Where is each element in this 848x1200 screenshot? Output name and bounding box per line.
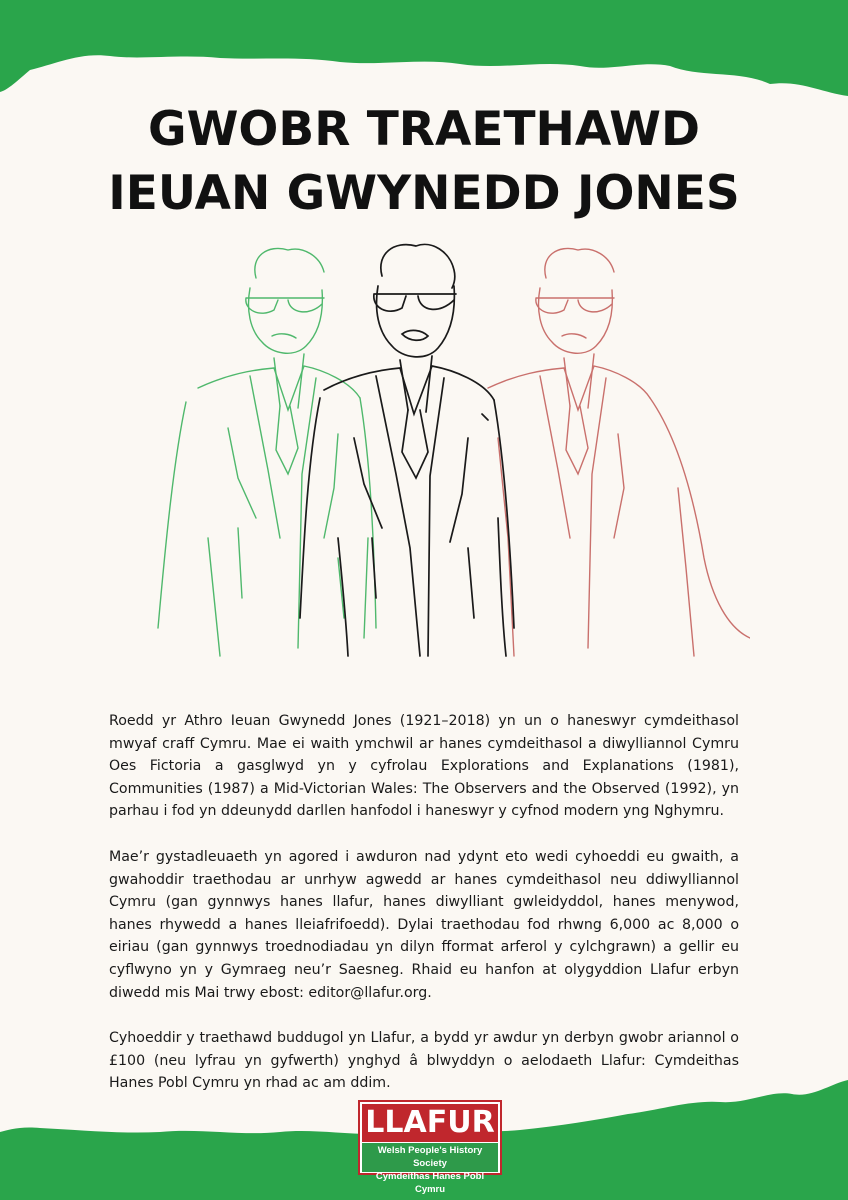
- paragraph-intro: Roedd yr Athro Ieuan Gwynedd Jones (1921–2018) yn un o haneswyr cymdeithasol mwyaf craff Cymru. Mae ei waith ymchwil ar hanes cymdeithasol a diwylliannol Cymru Oes Fictoria a gasglwyd yn y cyfrolau Explorations and Explanations (1981), Communities (1987) a Mid-Victorian Wales: The Observers and the Observed (1992), yn parhau i fod yn ddeunydd darllen hanfodol i haneswyr y cyfnod modern yng Nghymru.: [109, 713, 739, 820]
- logo-subtitle-english: Welsh People's History Society: [377, 1145, 483, 1169]
- logo-subtitle: [362, 1143, 498, 1195]
- portrait-sketch-illustration: [138, 238, 750, 662]
- logo-wordmark: LLAFUR: [362, 1104, 498, 1142]
- body-text: [109, 710, 739, 1118]
- logo-subtitle-welsh: Cymdeithas Hanes Pobl Cymru: [375, 1171, 485, 1195]
- black-portrait-sketch: [300, 244, 514, 656]
- title-line-1: GWOBR TRAETHAWD: [148, 102, 700, 157]
- llafur-logo: [358, 1100, 502, 1195]
- title-line-2: IEUAN GWYNEDD JONES: [108, 166, 740, 221]
- page-title: [0, 98, 848, 226]
- red-portrait-sketch: [488, 248, 750, 656]
- paragraph-prize: Cyhoeddir y traethawd buddugol yn Llafur, a bydd yr awdur yn derbyn gwobr ariannol o £100 (neu lyfrau yn gyfwerth) ynghyd â blwyddyn o aelodaeth Llafur: Cymdeithas Hanes Pobl Cymru yn rhad ac am ddim.: [109, 1030, 739, 1092]
- paragraph-competition: Mae’r gystadleuaeth yn agored i awduron nad ydynt eto wedi cyhoeddi eu gwaith, a gwahoddir traethodau ar unrhyw agwedd ar hanes cymdeithasol neu ddiwylliannol Cymru (gan gynnwys hanes llafur, hanes diwylliant gwleidyddol, hanes menywod, hanes rhywedd a hanes lleiafrifoedd). Dylai traethodau fod rhwng 6,000 ac 8,000 o eiriau (gan gynnwys troednodiadau yn dilyn fformat arferol y cylchgrawn) a gellir eu cyflwyno yn y Gymraeg neu’r Saesneg. Rhaid eu hanfon at olygyddion Llafur erbyn diwedd mis Mai trwy ebost: editor@llafur.org.: [109, 848, 739, 1001]
